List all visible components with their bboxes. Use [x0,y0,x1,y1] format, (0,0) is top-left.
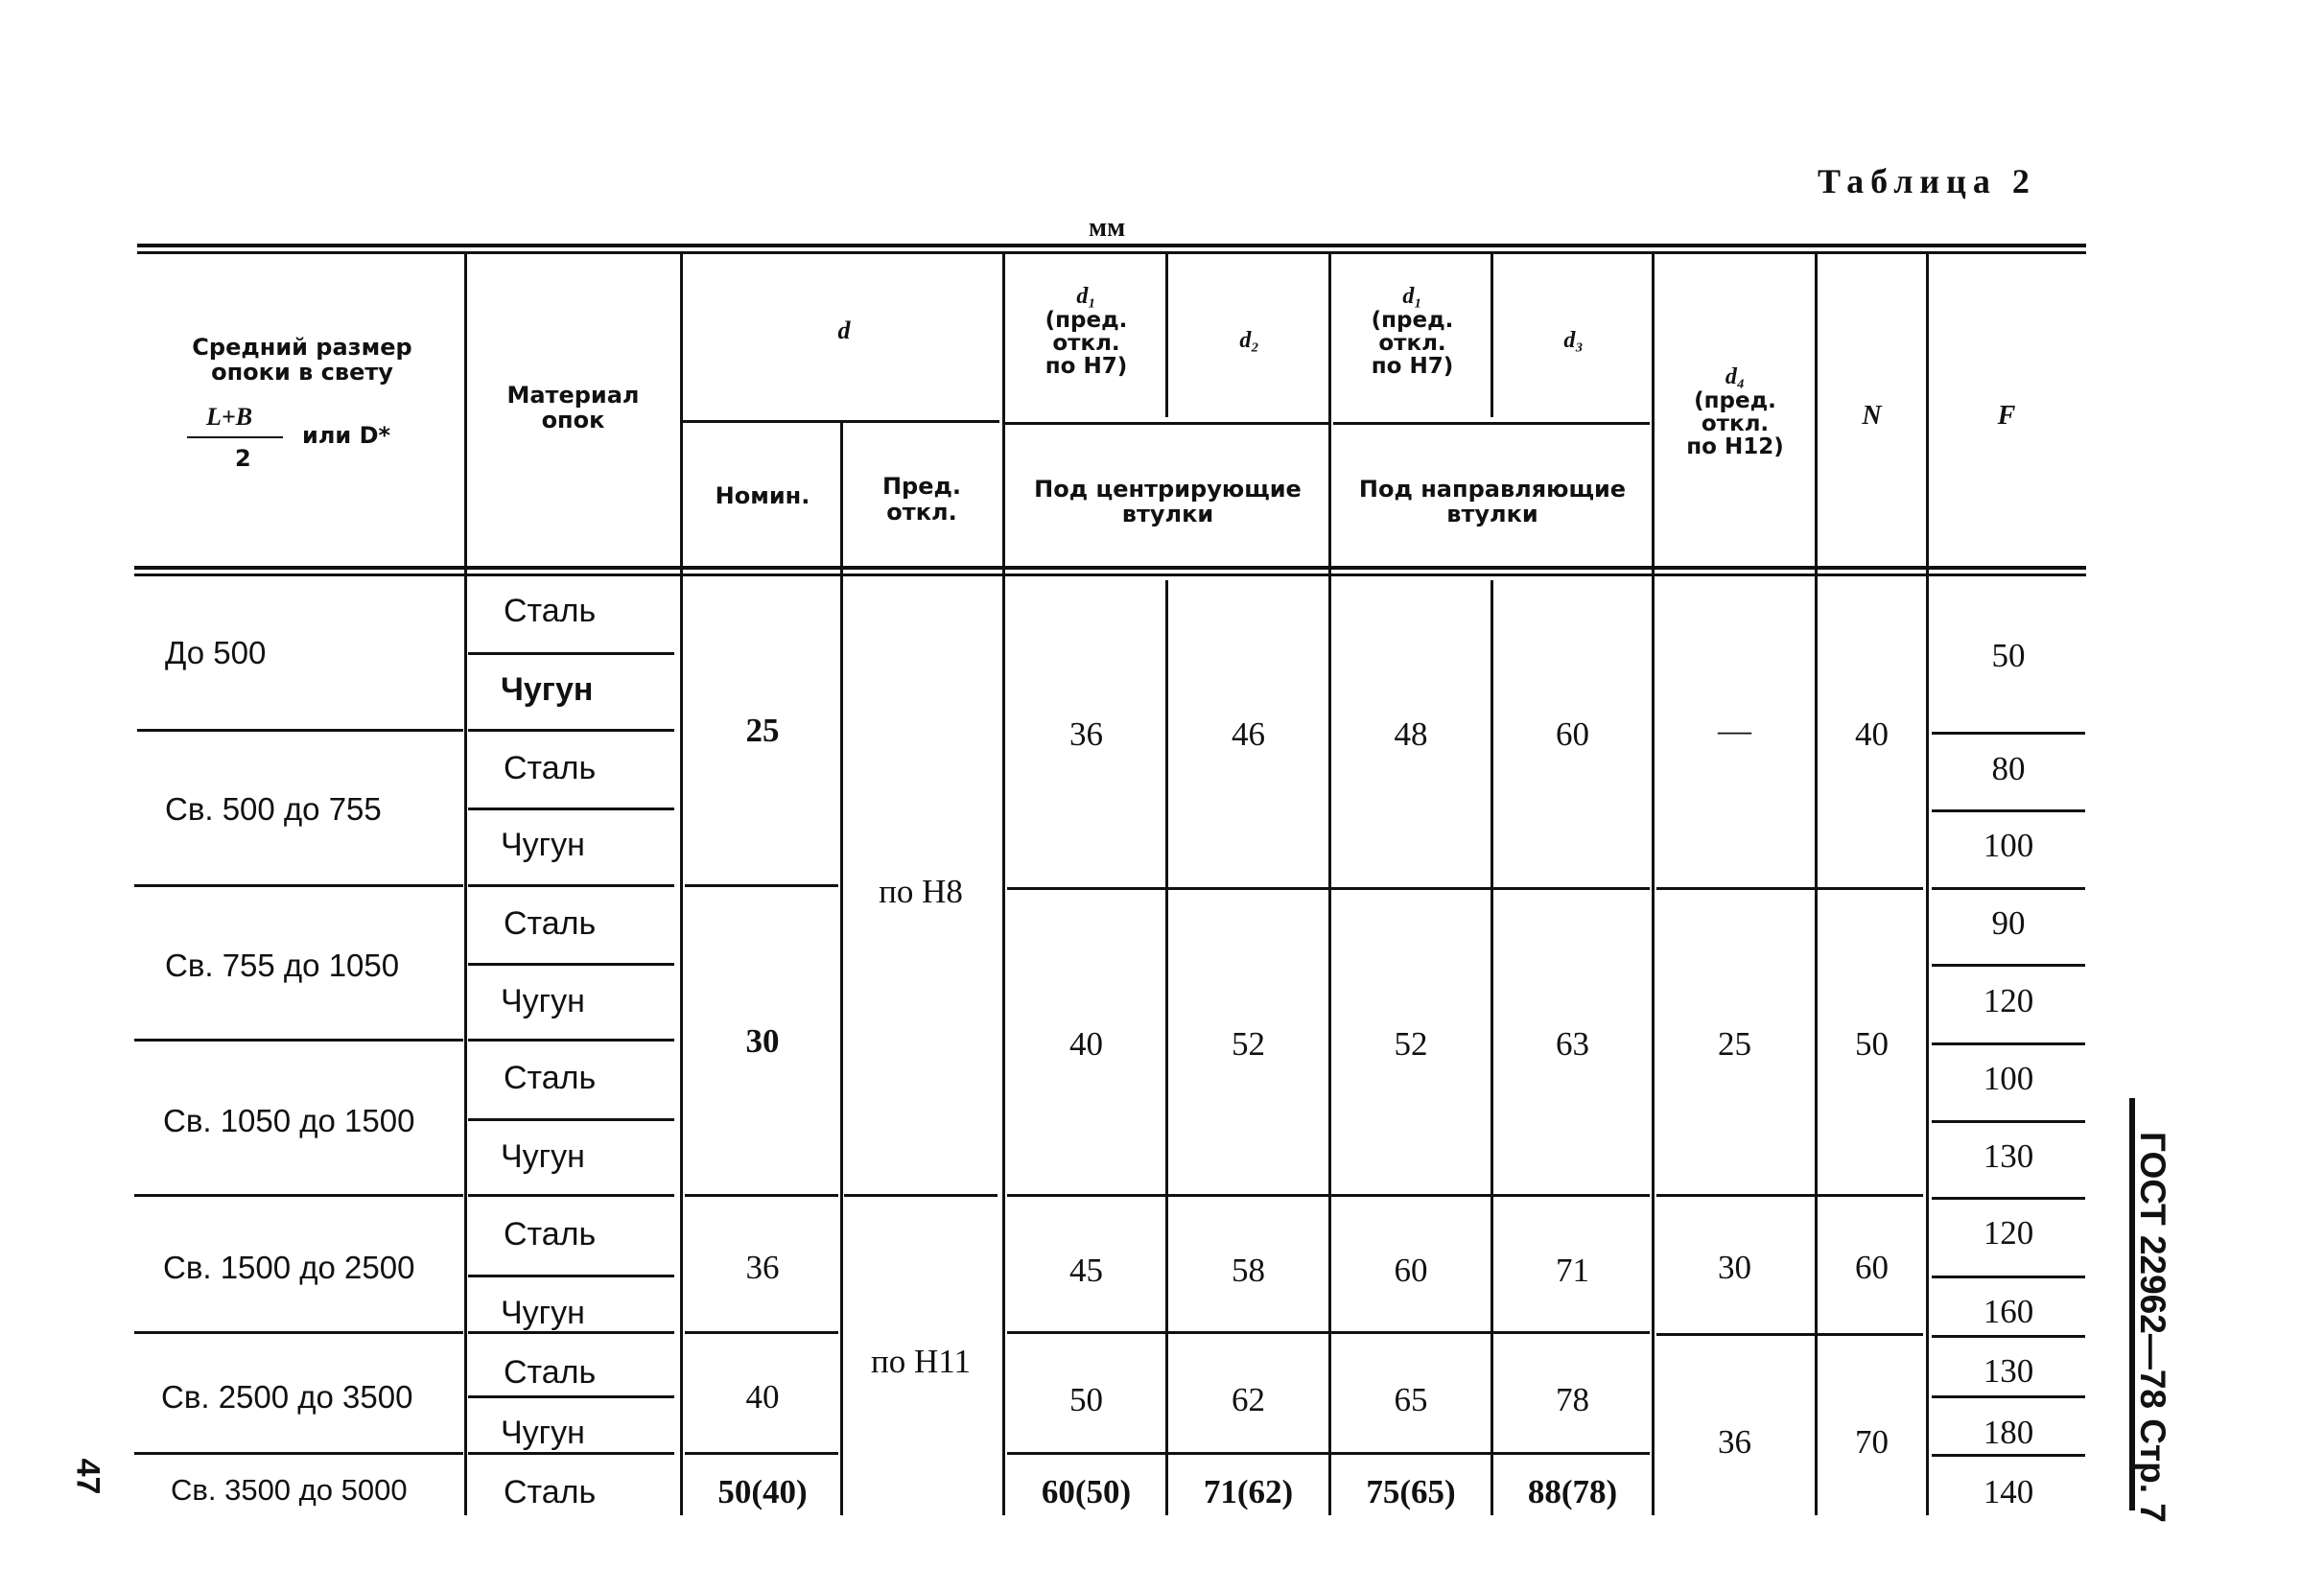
d1-center-value: 60(50) [1041,1473,1132,1510]
d2-value: 58 [1232,1252,1265,1289]
header-d4-l2: откл. [1701,411,1770,436]
f-rule [1932,732,2085,735]
d3-value: 88(78) [1527,1473,1618,1510]
vline [680,254,683,1515]
N-value: 40 [1855,715,1889,753]
f-rule [1932,1120,2085,1123]
mat-rule [468,884,674,887]
header-N: N [1862,401,1882,431]
N-value: 50 [1855,1025,1889,1063]
header-group-center-l1: Под центрирующие [1034,476,1302,503]
material-cell: Сталь [504,1216,597,1253]
material-cell: Чугун [501,671,594,708]
mat-rule [468,1118,674,1121]
mid-rule [1007,1452,1650,1455]
f-rule [1932,1276,2085,1278]
size-label: Св. 1050 до 1500 [163,1103,415,1138]
d4-value: 36 [1718,1423,1751,1461]
header-d: d [837,316,851,344]
F-value: 180 [1983,1414,2034,1451]
F-value: 90 [1991,904,2026,942]
F-value: 160 [1983,1293,2034,1330]
size-label: До 500 [165,635,267,670]
material-cell: Сталь [504,750,597,786]
header-d1-center-l2: откл. [1052,331,1120,356]
header-material-line2: опок [541,407,605,433]
mid-rule [1007,1194,1650,1197]
f-rule [1932,964,2085,967]
fraction-bar [187,436,283,438]
dtol-rule [844,1194,998,1197]
header-d4-l1: (пред. [1694,388,1776,413]
material-cell: Сталь [504,1474,597,1510]
d3-value: 63 [1556,1025,1589,1063]
F-value: 140 [1983,1473,2034,1510]
vline [464,254,467,1515]
header-d4-symbol: d₄ [1725,364,1746,389]
d1-center-value: 36 [1069,715,1103,753]
header-size-fraction-num: L+B [206,403,253,431]
header-material-line1: Материал [506,382,640,409]
header-d1-guide-l3: по H7) [1371,354,1454,379]
header-d2: d₂ [1239,328,1259,353]
material-cell: Сталь [504,1354,597,1391]
d4n-rule [1656,1333,1923,1336]
row-rule [134,1194,463,1197]
material-cell: Чугун [501,1415,585,1451]
header-size-fraction-den: 2 [235,445,251,472]
header-size-line2: опоки в свету [211,359,393,386]
header-d1-center-l1: (пред. [1045,308,1128,333]
vline [1328,254,1331,1515]
d4-value: 25 [1718,1025,1751,1063]
row-rule [134,1039,463,1042]
F-value: 130 [1983,1352,2034,1390]
d1-center-value: 45 [1069,1252,1103,1289]
d3-value: 60 [1556,715,1589,753]
vline [1652,254,1655,1515]
row-rule [134,884,463,887]
d-nominal-value: 50(40) [717,1473,808,1510]
F-value: 120 [1983,1214,2034,1252]
header-size-suffix: или D* [302,422,391,449]
d1-guide-value: 48 [1394,715,1428,753]
header-group-center-l2: втулки [1121,501,1214,527]
mid-rule [1007,887,1650,890]
units-label: мм [1089,213,1126,243]
F-value: 120 [1983,982,2034,1019]
d3-value: 78 [1556,1381,1589,1418]
mat-rule [468,652,674,655]
header-F: F [1997,401,2016,431]
f-rule [1932,1197,2085,1200]
mat-rule [468,1275,674,1277]
material-cell: Сталь [504,593,597,629]
d4n-rule [1656,1194,1923,1197]
header-d1-guide-l1: (пред. [1371,308,1454,333]
row-rule [134,1331,463,1334]
header-d1-center-l3: по H7) [1045,354,1128,379]
f-rule [1932,1395,2085,1398]
d-tolerance-value: по H8 [879,873,963,910]
material-cell: Сталь [504,905,597,942]
d-nominal-value: 25 [745,712,780,749]
top-rule [137,244,2086,247]
vline [840,422,843,1515]
header-d1-guide-l2: откл. [1378,331,1446,356]
vline [1002,254,1005,1515]
group1-subrule [1005,422,1329,425]
vline [1926,254,1929,1515]
header-d-tol-line1: Пред. [881,473,962,500]
d3-value: 71 [1556,1252,1589,1289]
N-value: 60 [1855,1249,1889,1286]
group2-subrule [1333,422,1650,425]
F-value: 80 [1991,750,2026,787]
d1-guide-value: 65 [1394,1381,1428,1418]
d4n-rule [1656,887,1923,890]
header-size-line1: Средний размер [192,334,412,361]
d4-value: — [1718,712,1751,749]
d2-value: 46 [1232,715,1265,753]
size-label: Св. 1500 до 2500 [163,1250,415,1285]
row-rule [137,729,463,732]
mat-rule [468,1194,674,1197]
N-value: 70 [1855,1423,1889,1461]
f-rule [1932,1042,2085,1045]
mat-rule [468,1395,674,1398]
d4-value: 30 [1718,1249,1751,1286]
header-d1-guide-symbol: d₁ [1402,284,1422,309]
row-rule [134,1452,463,1455]
d2-value: 52 [1232,1025,1265,1063]
d1-guide-value: 75(65) [1366,1473,1456,1510]
size-label: Св. 3500 до 5000 [171,1473,408,1507]
F-value: 100 [1983,827,2034,864]
side-standard-label: ГОСТ 22962—78 Стр. 7 [2133,1132,2172,1523]
d-nominal-value: 40 [745,1378,780,1416]
mat-rule [468,808,674,810]
top-rule-2 [137,251,2086,254]
f-rule [1932,887,2085,890]
material-cell: Чугун [501,827,585,863]
mat-rule [468,1039,674,1042]
dnom-rule [685,1331,838,1334]
d-nominal-value: 36 [745,1249,780,1286]
F-value: 130 [1983,1137,2034,1175]
vline [1815,254,1818,1515]
f-rule [1932,1335,2085,1338]
header-bottom-rule-2 [134,574,2086,576]
header-group-guide-l2: втулки [1446,501,1538,527]
material-cell: Чугун [501,983,585,1019]
d2-value: 71(62) [1203,1473,1294,1510]
dnom-rule [685,884,838,887]
mat-rule [468,963,674,966]
size-label: Св. 500 до 755 [165,791,382,827]
F-value: 50 [1991,637,2026,674]
d1-center-value: 50 [1069,1381,1103,1418]
dnom-rule [685,1452,838,1455]
mat-rule [468,729,674,732]
material-cell: Чугун [501,1295,585,1331]
d1-center-value: 40 [1069,1025,1103,1063]
vline [1165,254,1168,417]
size-label: Св. 755 до 1050 [165,948,400,983]
header-d1-center-symbol: d₁ [1076,284,1096,309]
material-cell: Сталь [504,1060,597,1096]
page-number: 47 [69,1458,106,1495]
d-tolerance-value: по H11 [871,1343,971,1380]
F-value: 100 [1983,1060,2034,1097]
d-nominal-value: 30 [745,1022,780,1060]
d1-guide-value: 60 [1394,1252,1428,1289]
header-d3: d₃ [1563,328,1584,353]
mid-rule [1007,1331,1650,1334]
dnom-rule [685,1194,838,1197]
d2-value: 62 [1232,1381,1265,1418]
f-rule [1932,809,2085,812]
material-cell: Чугун [501,1138,585,1175]
header-group-guide-l1: Под направляющие [1358,476,1627,503]
size-label: Св. 2500 до 3500 [161,1379,413,1415]
table-title: Таблица 2 [1818,162,2036,200]
header-d-tol-line2: откл. [886,499,957,526]
header-bottom-rule [134,566,2086,570]
header-d-nominal: Номин. [715,482,810,509]
mat-rule [468,1452,674,1455]
f-rule [1932,1454,2085,1457]
header-d4-l3: по H12) [1686,434,1784,459]
d1-guide-value: 52 [1394,1025,1428,1063]
